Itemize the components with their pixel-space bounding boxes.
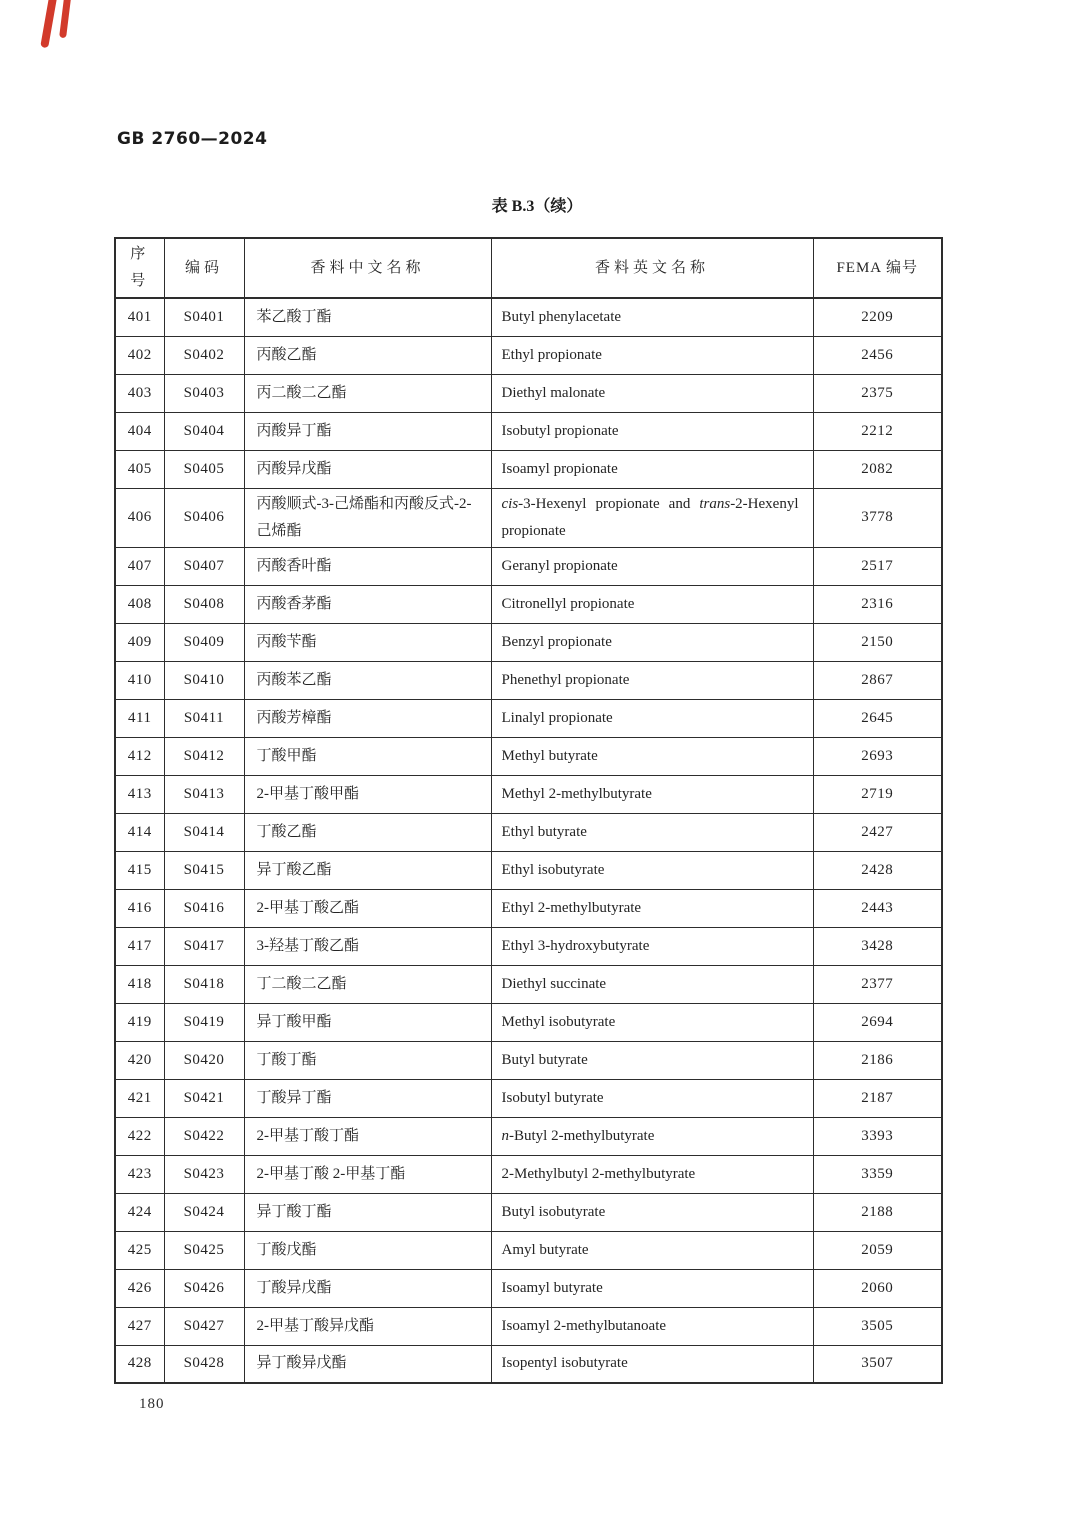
cn-name-cell: 丁酸乙酯 — [244, 813, 491, 851]
cn-name-cell: 丁酸戊酯 — [244, 1231, 491, 1269]
en-name-cell: n-Butyl 2-methylbutyrate — [491, 1117, 813, 1155]
en-name-cell: Butyl phenylacetate — [491, 298, 813, 336]
fema-cell: 2186 — [813, 1041, 942, 1079]
column-header-code: 编码 — [164, 238, 244, 298]
table-header — [115, 238, 942, 298]
fema-cell: 2209 — [813, 298, 942, 336]
fema-cell: 2517 — [813, 547, 942, 585]
code-cell: S0425 — [164, 1231, 244, 1269]
en-name-cell: Ethyl propionate — [491, 336, 813, 374]
cn-name-cell: 2-甲基丁酸乙酯 — [244, 889, 491, 927]
cn-name-cell: 丙酸苄酯 — [244, 623, 491, 661]
code-cell: S0413 — [164, 775, 244, 813]
serial-cell: 428 — [115, 1345, 164, 1383]
table-row — [115, 775, 942, 813]
column-header-fema: FEMA 编号 — [813, 238, 942, 298]
column-header-en: 香料英文名称 — [491, 238, 813, 298]
en-name-cell: Diethyl succinate — [491, 965, 813, 1003]
table-row — [115, 1003, 942, 1041]
serial-cell: 401 — [115, 298, 164, 336]
serial-cell: 418 — [115, 965, 164, 1003]
fema-cell: 2443 — [813, 889, 942, 927]
table-row — [115, 412, 942, 450]
en-name-cell: Methyl butyrate — [491, 737, 813, 775]
serial-cell: 420 — [115, 1041, 164, 1079]
code-cell: S0412 — [164, 737, 244, 775]
serial-cell: 406 — [115, 488, 164, 547]
table-row — [115, 488, 942, 547]
table-row — [115, 547, 942, 585]
fema-cell: 2212 — [813, 412, 942, 450]
column-header-cn: 香料中文名称 — [244, 238, 491, 298]
en-name-cell: Butyl isobutyrate — [491, 1193, 813, 1231]
en-name-cell: Isobutyl butyrate — [491, 1079, 813, 1117]
table-row — [115, 661, 942, 699]
en-name-cell: Benzyl propionate — [491, 623, 813, 661]
page-number: 180 — [139, 1396, 165, 1412]
serial-cell: 415 — [115, 851, 164, 889]
code-cell: S0410 — [164, 661, 244, 699]
serial-cell: 402 — [115, 336, 164, 374]
fema-cell: 3778 — [813, 488, 942, 547]
fema-cell: 2719 — [813, 775, 942, 813]
cn-name-cell: 丙酸苯乙酯 — [244, 661, 491, 699]
code-cell: S0402 — [164, 336, 244, 374]
table-body — [115, 298, 942, 1383]
fema-cell: 2150 — [813, 623, 942, 661]
code-cell: S0406 — [164, 488, 244, 547]
en-name-cell: Ethyl 3-hydroxybutyrate — [491, 927, 813, 965]
table-row — [115, 927, 942, 965]
table-title: 表 B.3（续） — [491, 198, 583, 215]
cn-name-cell: 丙酸芳樟酯 — [244, 699, 491, 737]
cn-name-cell: 异丁酸甲酯 — [244, 1003, 491, 1041]
cn-name-cell: 异丁酸乙酯 — [244, 851, 491, 889]
fema-cell: 3505 — [813, 1307, 942, 1345]
cn-name-cell: 丁酸异丁酯 — [244, 1079, 491, 1117]
cn-name-cell: 丙酸香叶酯 — [244, 547, 491, 585]
fema-cell: 3359 — [813, 1155, 942, 1193]
table-row — [115, 699, 942, 737]
code-cell: S0415 — [164, 851, 244, 889]
code-cell: S0420 — [164, 1041, 244, 1079]
en-name-cell: 2-Methylbutyl 2-methylbutyrate — [491, 1155, 813, 1193]
code-cell: S0417 — [164, 927, 244, 965]
table-row — [115, 851, 942, 889]
red-pen-mark — [40, 0, 58, 48]
column-header-no: 序号 — [115, 238, 164, 298]
en-name-cell: Geranyl propionate — [491, 547, 813, 585]
fema-cell: 2694 — [813, 1003, 942, 1041]
cn-name-cell: 丁酸异戊酯 — [244, 1269, 491, 1307]
cn-name-cell: 3-羟基丁酸乙酯 — [244, 927, 491, 965]
table-row — [115, 623, 942, 661]
cn-name-cell: 丁二酸二乙酯 — [244, 965, 491, 1003]
en-name-cell: Isoamyl propionate — [491, 450, 813, 488]
table-row — [115, 585, 942, 623]
cn-name-cell: 苯乙酸丁酯 — [244, 298, 491, 336]
en-name-cell: Citronellyl propionate — [491, 585, 813, 623]
code-cell: S0408 — [164, 585, 244, 623]
serial-cell: 411 — [115, 699, 164, 737]
cn-name-cell: 丙酸香茅酯 — [244, 585, 491, 623]
table-row — [115, 298, 942, 336]
fema-cell: 2693 — [813, 737, 942, 775]
table-row — [115, 1307, 942, 1345]
en-name-cell: Isoamyl butyrate — [491, 1269, 813, 1307]
code-cell: S0421 — [164, 1079, 244, 1117]
en-name-cell: Phenethyl propionate — [491, 661, 813, 699]
code-cell: S0423 — [164, 1155, 244, 1193]
cn-name-cell: 丙二酸二乙酯 — [244, 374, 491, 412]
serial-cell: 403 — [115, 374, 164, 412]
cn-name-cell: 丙酸异丁酯 — [244, 412, 491, 450]
fema-cell: 2187 — [813, 1079, 942, 1117]
fema-cell: 2375 — [813, 374, 942, 412]
serial-cell: 422 — [115, 1117, 164, 1155]
cn-name-cell: 2-甲基丁酸丁酯 — [244, 1117, 491, 1155]
code-cell: S0418 — [164, 965, 244, 1003]
table-row — [115, 813, 942, 851]
serial-cell: 416 — [115, 889, 164, 927]
fema-cell: 2316 — [813, 585, 942, 623]
code-cell: S0427 — [164, 1307, 244, 1345]
flavoring-table — [114, 237, 943, 1384]
table-row — [115, 1041, 942, 1079]
serial-cell: 425 — [115, 1231, 164, 1269]
code-cell: S0407 — [164, 547, 244, 585]
serial-cell: 409 — [115, 623, 164, 661]
serial-cell: 414 — [115, 813, 164, 851]
cn-name-cell: 丙酸乙酯 — [244, 336, 491, 374]
fema-cell: 2427 — [813, 813, 942, 851]
fema-cell: 2377 — [813, 965, 942, 1003]
code-cell: S0428 — [164, 1345, 244, 1383]
cn-name-cell: 丁酸甲酯 — [244, 737, 491, 775]
code-cell: S0405 — [164, 450, 244, 488]
fema-cell: 2060 — [813, 1269, 942, 1307]
en-name-cell: Diethyl malonate — [491, 374, 813, 412]
en-name-cell: Butyl butyrate — [491, 1041, 813, 1079]
code-cell: S0404 — [164, 412, 244, 450]
fema-cell: 3507 — [813, 1345, 942, 1383]
code-cell: S0403 — [164, 374, 244, 412]
serial-cell: 404 — [115, 412, 164, 450]
code-cell: S0409 — [164, 623, 244, 661]
table-row — [115, 965, 942, 1003]
serial-cell: 405 — [115, 450, 164, 488]
serial-cell: 407 — [115, 547, 164, 585]
code-cell: S0401 — [164, 298, 244, 336]
table-row — [115, 1193, 942, 1231]
fema-cell: 3428 — [813, 927, 942, 965]
serial-cell: 413 — [115, 775, 164, 813]
fema-cell: 2082 — [813, 450, 942, 488]
table-row — [115, 1269, 942, 1307]
code-cell: S0424 — [164, 1193, 244, 1231]
serial-cell: 417 — [115, 927, 164, 965]
doc-code: GB 2760—2024 — [117, 129, 268, 149]
table-row — [115, 889, 942, 927]
serial-cell: 421 — [115, 1079, 164, 1117]
en-name-cell: Methyl isobutyrate — [491, 1003, 813, 1041]
table-row — [115, 1231, 942, 1269]
cn-name-cell: 2-甲基丁酸 2-甲基丁酯 — [244, 1155, 491, 1193]
serial-cell: 419 — [115, 1003, 164, 1041]
cn-name-cell: 丙酸异戊酯 — [244, 450, 491, 488]
en-name-cell: Isopentyl isobutyrate — [491, 1345, 813, 1383]
table-row — [115, 1079, 942, 1117]
fema-cell: 3393 — [813, 1117, 942, 1155]
cn-name-cell: 丙酸顺式-3-己烯酯和丙酸反式-2-己烯酯 — [244, 488, 491, 547]
table-row — [115, 1117, 942, 1155]
fema-cell: 2428 — [813, 851, 942, 889]
fema-cell: 2645 — [813, 699, 942, 737]
cn-name-cell: 丁酸丁酯 — [244, 1041, 491, 1079]
table-row — [115, 374, 942, 412]
serial-cell: 427 — [115, 1307, 164, 1345]
fema-cell: 2456 — [813, 336, 942, 374]
code-cell: S0419 — [164, 1003, 244, 1041]
serial-cell: 423 — [115, 1155, 164, 1193]
table-row — [115, 336, 942, 374]
en-name-cell: Ethyl isobutyrate — [491, 851, 813, 889]
fema-cell: 2867 — [813, 661, 942, 699]
en-name-cell: Ethyl butyrate — [491, 813, 813, 851]
cn-name-cell: 异丁酸丁酯 — [244, 1193, 491, 1231]
table-row — [115, 1155, 942, 1193]
code-cell: S0416 — [164, 889, 244, 927]
code-cell: S0426 — [164, 1269, 244, 1307]
red-pen-mark — [59, 0, 72, 38]
code-cell: S0422 — [164, 1117, 244, 1155]
cn-name-cell: 异丁酸异戊酯 — [244, 1345, 491, 1383]
en-name-cell: Amyl butyrate — [491, 1231, 813, 1269]
serial-cell: 412 — [115, 737, 164, 775]
code-cell: S0414 — [164, 813, 244, 851]
cn-name-cell: 2-甲基丁酸甲酯 — [244, 775, 491, 813]
fema-cell: 2059 — [813, 1231, 942, 1269]
serial-cell: 408 — [115, 585, 164, 623]
en-name-cell: Methyl 2-methylbutyrate — [491, 775, 813, 813]
en-name-cell: cis-3-Hexenyl propionate and trans-2-Hexenyl propionate — [491, 488, 813, 547]
header-row — [115, 238, 942, 298]
cn-name-cell: 2-甲基丁酸异戊酯 — [244, 1307, 491, 1345]
table-row — [115, 1345, 942, 1383]
en-name-cell: Linalyl propionate — [491, 699, 813, 737]
serial-cell: 426 — [115, 1269, 164, 1307]
table-row — [115, 737, 942, 775]
serial-cell: 424 — [115, 1193, 164, 1231]
en-name-cell: Ethyl 2-methylbutyrate — [491, 889, 813, 927]
fema-cell: 2188 — [813, 1193, 942, 1231]
en-name-cell: Isobutyl propionate — [491, 412, 813, 450]
en-name-cell: Isoamyl 2-methylbutanoate — [491, 1307, 813, 1345]
code-cell: S0411 — [164, 699, 244, 737]
serial-cell: 410 — [115, 661, 164, 699]
table-row — [115, 450, 942, 488]
